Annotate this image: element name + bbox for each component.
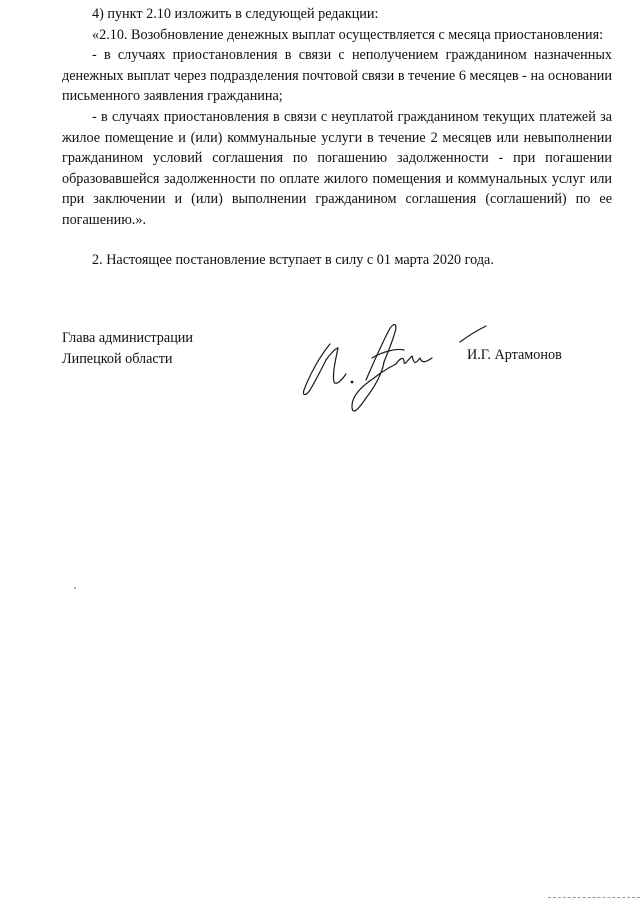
amendment-item-4: 4) пункт 2.10 изложить в следующей редакции: xyxy=(92,6,379,22)
signatory-title-line-1: Глава администрации xyxy=(62,330,193,346)
scan-edge-mark xyxy=(548,897,640,899)
paragraph-spacer xyxy=(62,231,612,250)
document-body xyxy=(62,4,612,270)
handwritten-signature-icon xyxy=(292,318,492,418)
clause-2-10: «2.10. Возобновление денежных выплат осуществляется с месяца приостановления: xyxy=(92,26,604,43)
signatory-name: И.Г. Артамонов xyxy=(467,347,562,363)
clause-case-utilities: - в случаях приостановления в связи с неуплатой гражданином текущих платежей за жилое помещение и (или) коммунальные услуги в течение 2 месяцев или невыполнении гражданином условий соглашения по погашению задолженности - при погашении образовавшейся задолженности по оплате жилого помещения и коммунальных услуг или при заключении и (или) выполнении гражданином соглашения (соглашений) по ее погашению.». xyxy=(62,108,612,228)
effective-date-paragraph: 2. Настоящее постановление вступает в силу с 01 марта 2020 года. xyxy=(92,251,494,268)
clause-case-postal: - в случаях приостановления в связи с неполучением гражданином назначенных денежных выплат через подразделения почтовой связи в течение 6 месяцев - на основании письменного заявления гражданина; xyxy=(62,47,612,105)
signatory-position xyxy=(62,328,193,369)
signatory-title-line-2: Липецкой области xyxy=(62,350,173,367)
scan-speck xyxy=(74,587,76,589)
